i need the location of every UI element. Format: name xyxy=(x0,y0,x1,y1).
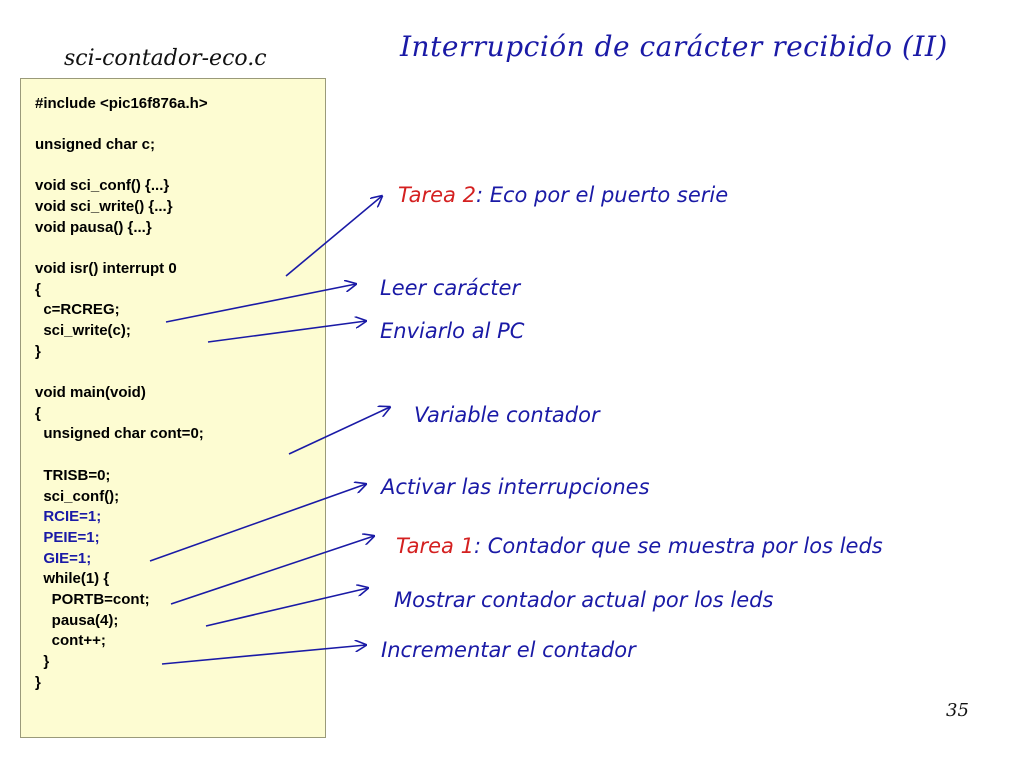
annotation-activar-interrupciones: Activar las interrupciones xyxy=(381,475,650,499)
code-line: } xyxy=(35,674,41,691)
arrow-isr-to-tarea-2 xyxy=(286,196,382,276)
annotation-incrementar-contador: Incrementar el contador xyxy=(381,638,636,662)
code-line: pausa(4); xyxy=(35,612,119,629)
task-label: Tarea 2 xyxy=(398,183,476,207)
slide-title: Interrupción de carácter recibido (II) xyxy=(400,30,948,63)
code-line: sci_write(c); xyxy=(35,322,131,339)
code-line: PORTB=cont; xyxy=(35,591,150,608)
code-line: #include <pic16f876a.h> xyxy=(35,95,208,112)
code-line: TRISB=0; xyxy=(35,467,111,484)
code-line: void pausa() {...} xyxy=(35,219,152,236)
annotation-enviar-pc: Enviarlo al PC xyxy=(380,319,525,343)
code-line: } xyxy=(35,653,50,670)
code-line: unsigned char c; xyxy=(35,136,156,153)
code-line: cont++; xyxy=(35,632,106,649)
code-line: { xyxy=(35,405,41,422)
code-line: void isr() interrupt 0 xyxy=(35,260,177,277)
arrow-portb-to-mostrar xyxy=(206,588,368,626)
arrow-cont-to-variable xyxy=(289,407,390,454)
code-line: void sci_conf() {...} xyxy=(35,177,170,194)
code-line: while(1) { xyxy=(35,570,110,587)
code-line: void sci_write() {...} xyxy=(35,198,173,215)
code-line: PEIE=1; xyxy=(35,529,100,546)
code-line: void main(void) xyxy=(35,384,146,401)
code-line: c=RCREG; xyxy=(35,301,120,318)
arrow-cont-inc-to-incrementar xyxy=(162,645,366,664)
annotation-mostrar-contador: Mostrar contador actual por los leds xyxy=(394,588,774,612)
task-label: Tarea 1 xyxy=(396,534,474,558)
code-line: sci_conf(); xyxy=(35,488,120,505)
task-text: : Contador que se muestra por los leds xyxy=(473,534,883,558)
annotation-leer-caracter: Leer carácter xyxy=(380,276,521,300)
code-line: GIE=1; xyxy=(35,550,92,567)
arrow-rcreg-to-leer xyxy=(166,284,356,322)
task-text: : Eco por el puerto serie xyxy=(475,183,729,207)
arrow-sci-write-to-enviar xyxy=(208,321,366,342)
file-name: sci-contador-eco.c xyxy=(64,46,267,71)
code-line: { xyxy=(35,281,41,298)
annotation-variable-contador: Variable contador xyxy=(414,403,600,427)
code-line: } xyxy=(35,343,41,360)
page-number: 35 xyxy=(946,700,969,721)
code-line: unsigned char cont=0; xyxy=(35,425,204,442)
code-line: RCIE=1; xyxy=(35,508,102,525)
